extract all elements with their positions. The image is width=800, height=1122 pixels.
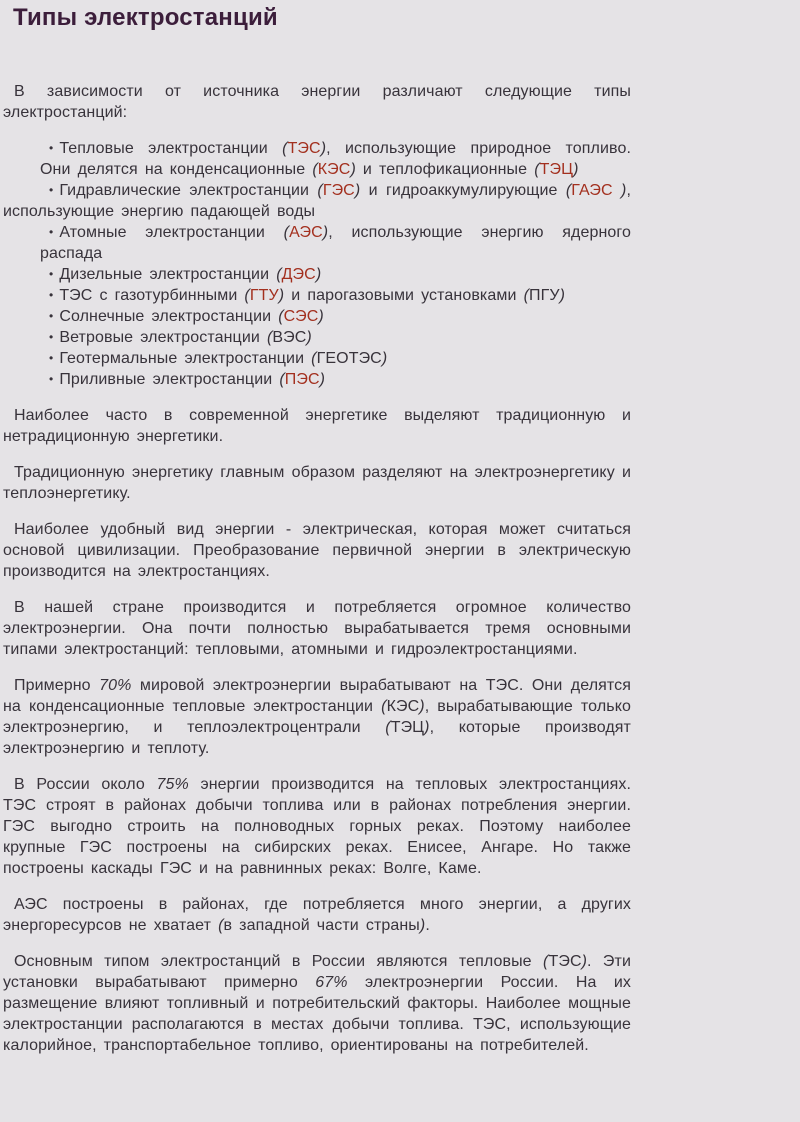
- text-run: ТЭС с газотурбинными: [59, 287, 245, 304]
- text-run: , вырабатывающие только электроэнергию, и теплоэлектроцентрали: [3, 698, 631, 736]
- text-run: и парогазовыми установками: [284, 287, 524, 304]
- italic-text: (: [218, 917, 224, 934]
- text-run: ВЭС: [272, 329, 307, 346]
- text-run: Гидравлические электростанции: [59, 182, 318, 199]
- abbreviation-highlight: ГТУ: [249, 287, 279, 304]
- text-run: , которые производят электроэнергию и теплоту.: [3, 719, 631, 757]
- page-title: Типы электростанций: [13, 4, 278, 31]
- italic-text: (: [523, 287, 530, 304]
- italic-text: ): [322, 224, 329, 241]
- bullet-icon: •: [49, 309, 54, 323]
- list-item: [3, 180, 631, 222]
- text-run: ТЭЦ: [390, 719, 425, 736]
- abbreviation-highlight: СЭС: [283, 308, 319, 325]
- text-run: Традиционную энергетику главным образом разделяют на электроэнергетику и теплоэнергетику.: [3, 464, 631, 502]
- italic-text: ): [419, 698, 425, 715]
- abbreviation-highlight: ГЭС: [322, 182, 355, 199]
- document-body: [3, 81, 631, 1056]
- italic-text: ): [559, 287, 566, 304]
- abbreviation-highlight: ПЭС: [284, 371, 320, 388]
- abbreviation-highlight: АЭС: [289, 224, 323, 241]
- italic-text: (: [266, 329, 273, 346]
- italic-text: ): [315, 266, 322, 283]
- text-run: В нашей стране производится и потребляется огромное количество электроэнергии. Она почти полностью вырабатывается тремя основными типами электростанций: тепловыми, атомными и гидроэлектростанциями.: [3, 599, 631, 658]
- text-run: . Эти установки вырабатывают примерно: [3, 953, 631, 991]
- abbreviation-highlight: ТЭС: [287, 140, 321, 157]
- text-run: , использующие энергию падающей воды: [3, 182, 631, 220]
- italic-text: ): [424, 719, 430, 736]
- intro-paragraph: [3, 81, 631, 123]
- italic-text: ): [581, 953, 588, 970]
- italic-text: ): [319, 371, 326, 388]
- italic-text: ): [573, 161, 579, 178]
- italic-text: 70%: [99, 677, 132, 694]
- bullet-icon: •: [49, 183, 54, 197]
- italic-text: ): [278, 287, 285, 304]
- text-run: мировой электроэнергии вырабатывают на ТЭС. Они делятся на конденсационные тепловые электростанции: [3, 677, 632, 715]
- text-run: Геотермальные электростанции: [59, 350, 312, 367]
- italic-text: (: [279, 371, 285, 388]
- bullet-icon: •: [49, 288, 54, 302]
- text-run: и гидроаккумулирующие: [360, 182, 566, 199]
- list-item: [40, 264, 631, 285]
- paragraph: [3, 405, 631, 447]
- italic-text: (: [278, 308, 284, 325]
- text-run: Солнечные электростанции: [59, 308, 279, 325]
- list-item: [40, 222, 631, 264]
- list-item: [40, 327, 631, 348]
- text-run: АЭС построены в районах, где потребляется много энергии, а других энергоресурсов не хватает: [3, 896, 631, 934]
- text-run: Наиболее часто в современной энергетике выделяют традиционную и нетрадиционную энергетики.: [3, 407, 631, 445]
- italic-text: (: [543, 953, 549, 970]
- text-run: В России около: [14, 776, 157, 793]
- bullet-icon: •: [49, 141, 54, 155]
- italic-text: ): [612, 182, 627, 199]
- italic-text: (: [311, 350, 317, 367]
- abbreviation-highlight: ГАЭС: [571, 182, 613, 199]
- italic-text: ): [419, 917, 426, 934]
- italic-text: 75%: [156, 776, 189, 793]
- text-run: Основным типом электростанций в России являются тепловые: [14, 953, 544, 970]
- list-item: [40, 138, 631, 180]
- bullet-list: [3, 138, 631, 390]
- italic-text: (: [282, 140, 288, 157]
- italic-text: ): [318, 308, 324, 325]
- italic-text: ): [350, 161, 356, 178]
- text-run: Примерно: [14, 677, 100, 694]
- paragraph: [3, 519, 631, 582]
- abbreviation-highlight: КЭС: [317, 161, 351, 178]
- list-item: [40, 369, 631, 390]
- bullet-icon: •: [49, 225, 54, 239]
- bullet-icon: •: [49, 267, 54, 281]
- text-run: Приливные электростанции: [59, 371, 280, 388]
- text-run: Дизельные электростанции: [59, 266, 277, 283]
- text-run: Наиболее удобный вид энергии - электрическая, которая может считаться основой цивилизации. Преобразование первичной энергии в электрическую производится на электростанциях.: [3, 521, 631, 580]
- italic-text: (: [534, 161, 540, 178]
- italic-text: (: [381, 698, 387, 715]
- text-run: и теплофикационные: [355, 161, 535, 178]
- text-run: В зависимости от источника энергии различают следующие типы электростанций:: [3, 83, 631, 121]
- italic-text: (: [565, 182, 572, 199]
- text-run: ПГУ: [529, 287, 560, 304]
- italic-text: ): [381, 350, 388, 367]
- list-item: [40, 348, 631, 369]
- italic-text: 67%: [315, 974, 348, 991]
- italic-text: (: [317, 182, 323, 199]
- list-item: [40, 306, 631, 327]
- italic-text: (: [244, 287, 250, 304]
- italic-text: (: [385, 719, 391, 736]
- paragraph: [3, 597, 631, 660]
- list-item: [40, 285, 631, 306]
- paragraph: [3, 675, 631, 759]
- bullet-icon: •: [49, 330, 54, 344]
- bullet-icon: •: [49, 372, 54, 386]
- text-run: Ветровые электростанции: [59, 329, 267, 346]
- text-run: ГЕОТЭС: [316, 350, 382, 367]
- bullet-icon: •: [49, 351, 54, 365]
- paragraphs: [3, 405, 631, 1056]
- paragraph: [3, 894, 631, 936]
- text-run: , использующие природное топливо. Они делятся на конденсационные: [40, 140, 631, 178]
- paragraph: [3, 951, 631, 1056]
- text-run: электроэнергии России. На их размещение влияют топливный и потребительский факторы. Наиболее мощные электростанции располагаются в местах добычи топлива. ТЭС, использующие калорийное, транспортабельное топливо, ориентированы на потребителей.: [3, 974, 631, 1054]
- italic-text: (: [312, 161, 318, 178]
- text-run: КЭС: [386, 698, 420, 715]
- text-run: Тепловые электростанции: [59, 140, 283, 157]
- italic-text: ): [320, 140, 327, 157]
- text-run: Атомные электростанции: [59, 224, 284, 241]
- text-run: ТЭС: [548, 953, 582, 970]
- text-run: в западной части страны: [223, 917, 420, 934]
- italic-text: ): [354, 182, 361, 199]
- text-run: .: [425, 917, 430, 934]
- italic-text: ): [306, 329, 312, 346]
- text-run: , использующие энергию ядерного распада: [40, 224, 631, 262]
- paragraph: [3, 774, 631, 879]
- italic-text: (: [283, 224, 290, 241]
- text-run: энергии производится на тепловых электростанциях. ТЭС строят в районах добычи топлива или в районах потребления энергии. ГЭС выгодно строить на полноводных горных реках. Поэтому наиболее крупные ГЭС построены на сибирских реках. Енисее, Ангаре. Но также построены каскады ГЭС и на равнинных реках: Волге, Каме.: [3, 776, 631, 877]
- paragraph: [3, 462, 631, 504]
- italic-text: (: [276, 266, 282, 283]
- abbreviation-highlight: ТЭЦ: [539, 161, 574, 178]
- abbreviation-highlight: ДЭС: [281, 266, 316, 283]
